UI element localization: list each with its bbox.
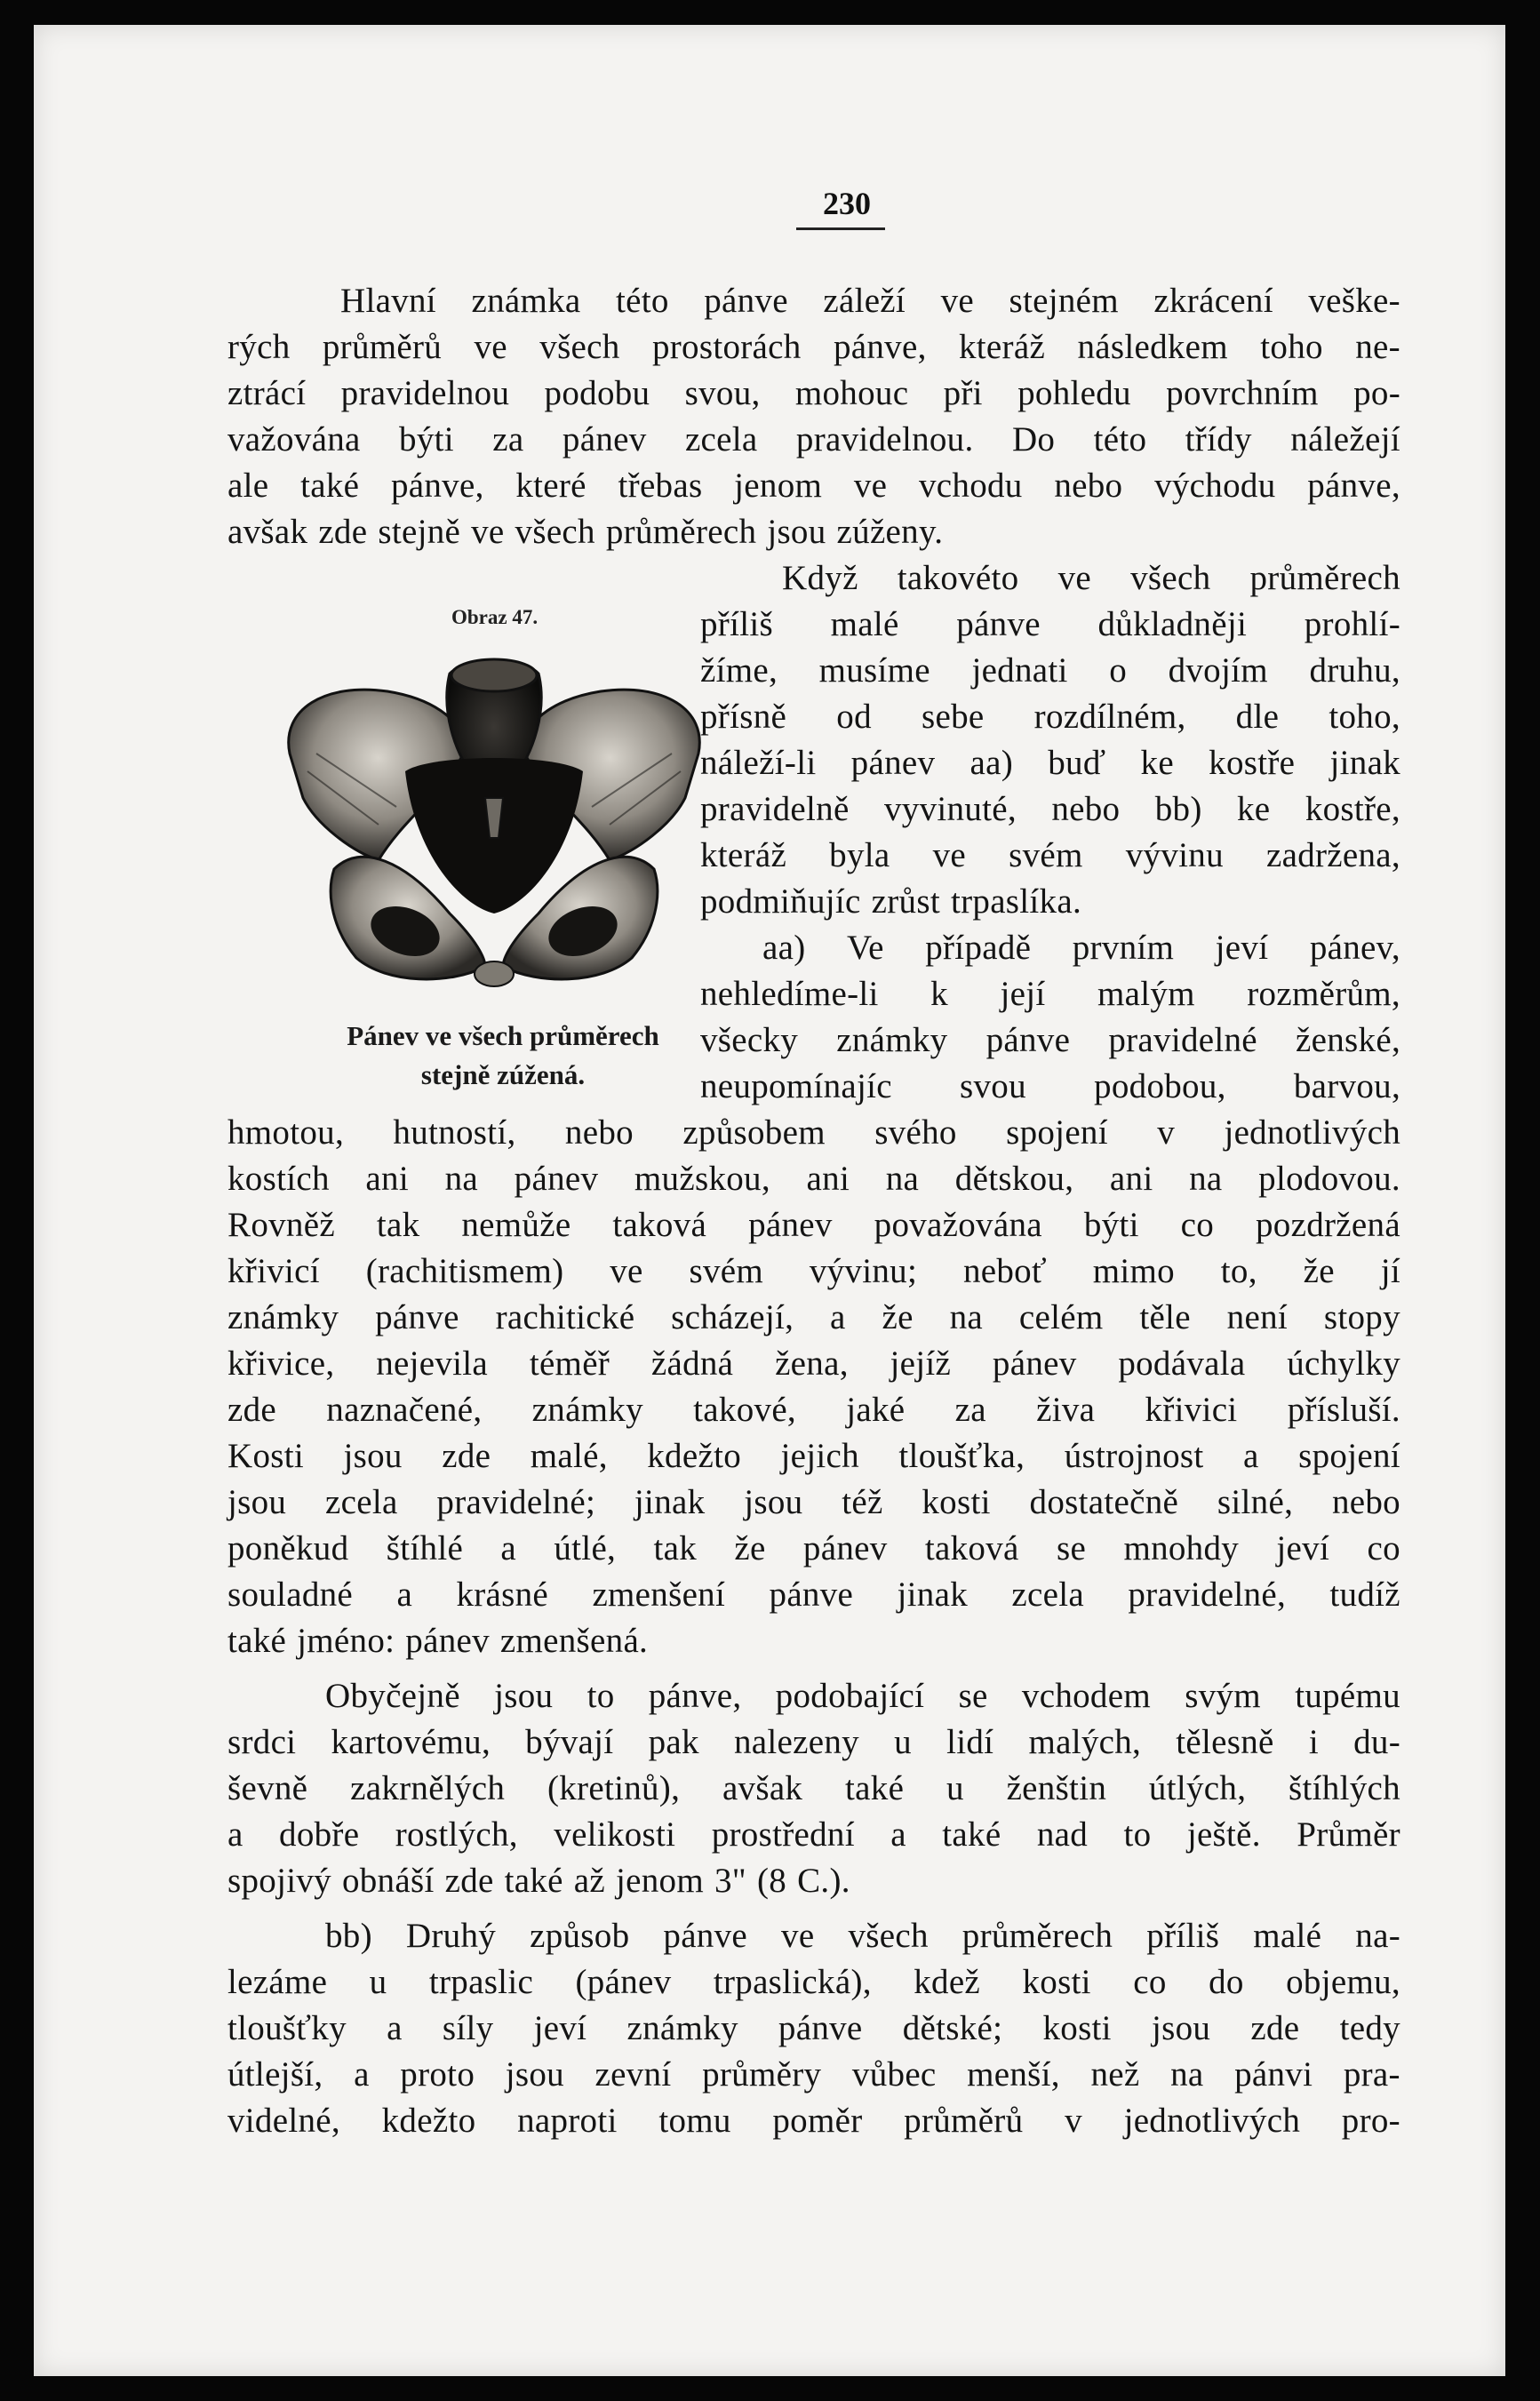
text-line: kteráž byla ve svém vývinu zadržena,: [700, 836, 1400, 874]
figure-caption: [307, 1017, 698, 1095]
text-line: spojivý obnáší zde také až jenom 3" (8 C.).: [227, 1862, 850, 1900]
text-line: křivicí (rachitismem) ve svém vývinu; neboť mimo to, že jí: [227, 1252, 1400, 1290]
text-line: také jméno: pánev zmenšená.: [227, 1622, 649, 1660]
text-line: aa) Ve případě prvním jeví pánev,: [762, 929, 1400, 967]
text-line: Obyčejně jsou to pánve, podobající se vchodem svým tupému: [325, 1677, 1400, 1715]
text-line: zde naznačené, známky takové, jaké za živa křivici přísluší.: [227, 1391, 1400, 1429]
text-line: ševně zakrnělých (kretinů), avšak také u ženštin útlých, štíhlých: [227, 1769, 1400, 1807]
text-line: známky pánve rachitické scházejí, a že na celém těle není stopy: [227, 1298, 1400, 1336]
text-line: příliš malé pánve důkladněji prohlí-: [700, 605, 1400, 643]
text-line: jsou zcela pravidelné; jinak jsou též kosti dostatečně silné, nebo: [227, 1483, 1400, 1521]
text-line: kostích ani na pánev mužskou, ani na dětskou, ani na plodovou.: [227, 1160, 1400, 1198]
text-line: tloušťky a síly jeví známky pánve dětské; kosti jsou zde tedy: [227, 2009, 1400, 2047]
caption-line: stejně zúžená.: [420, 1059, 586, 1090]
text-line: lezáme u trpaslic (pánev trpaslická), kdež kosti co do objemu,: [227, 1963, 1400, 2001]
text-line: žíme, musíme jednati o dvojím druhu,: [700, 651, 1400, 690]
text-line: všecky známky pánve pravidelné ženské,: [700, 1021, 1400, 1059]
text-line: pravidelně vyvinuté, nebo bb) ke kostře,: [700, 790, 1400, 828]
text-line: náleží-li pánev aa) buď ke kostře jinak: [700, 744, 1400, 782]
page-number: 230: [823, 186, 871, 221]
text-line: srdci kartovému, bývají pak nalezeny u lidí malých, tělesně i du-: [227, 1723, 1400, 1761]
text-line: nehledíme-li k její malým rozměrům,: [700, 975, 1400, 1013]
text-line: podmiňujíc zrůst trpaslíka.: [700, 882, 1082, 921]
text-line: křivice, nejevila téměř žádná žena, jejíž pánev podávala úchylky: [227, 1344, 1400, 1383]
text-line: a dobře rostlých, velikosti prostřední a také nad to ještě. Průměr: [227, 1815, 1400, 1854]
book-page: [34, 25, 1505, 2376]
text-line: poněkud štíhlé a útlé, tak že pánev taková se mnohdy jeví co: [227, 1529, 1400, 1567]
text-line: važována býti za pánev zcela pravidelnou. Do této třídy náležejí: [227, 420, 1400, 459]
text-line: videlné, kdežto naproti tomu poměr průměrů v jednotlivých pro-: [227, 2102, 1400, 2140]
text-line: Hlavní známka této pánve záleží ve stejném zkrácení veške-: [340, 282, 1400, 320]
page-number-underline: [796, 227, 885, 230]
text-line: neupomínajíc svou podobou, barvou,: [700, 1067, 1400, 1105]
text-line: ale také pánve, které třebas jenom ve vchodu nebo východu pánve,: [227, 467, 1400, 505]
text-line: Kosti jsou zde malé, kdežto jejich tloušťka, ústrojnost a spojení: [227, 1437, 1400, 1475]
text-line: Rovněž tak nemůže taková pánev považována býti co pozdržená: [227, 1206, 1400, 1244]
text-line: bb) Druhý způsob pánve ve všech průměrech příliš malé na-: [325, 1917, 1400, 1955]
text-line: rých průměrů ve všech prostorách pánve, kteráž následkem toho ne-: [227, 328, 1400, 366]
pelvis-illustration: [272, 647, 716, 1020]
text-line: přísně od sebe rozdílném, dle toho,: [700, 698, 1400, 736]
text-line: hmotou, hutností, nebo způsobem svého spojení v jednotlivých: [227, 1113, 1400, 1152]
text-line: útlejší, a proto jsou zevní průměry vůbec menší, než na pánvi pra-: [227, 2055, 1400, 2094]
text-line: ztrácí pravidelnou podobu svou, mohouc při pohledu povrchním po-: [227, 374, 1400, 412]
caption-line: Pánev ve všech průměrech: [347, 1020, 659, 1051]
text-line: Když takovéto ve všech průměrech: [782, 559, 1400, 597]
figure-label: Obraz 47.: [451, 606, 539, 628]
text-line: souladné a krásné zmenšení pánve jinak zcela pravidelné, tudíž: [227, 1575, 1400, 1614]
text-line: avšak zde stejně ve všech průměrech jsou zúženy.: [227, 513, 944, 551]
